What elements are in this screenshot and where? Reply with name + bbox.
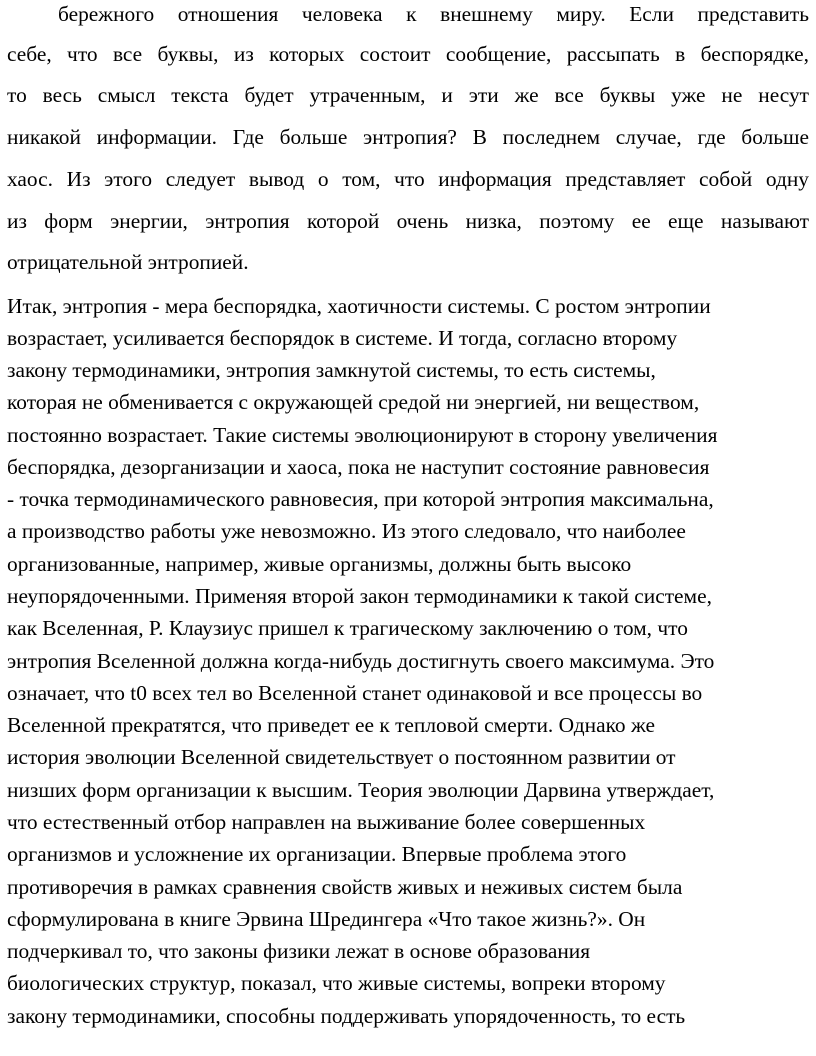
text-line: Итак, энтропия - мера беспорядка, хаотичности системы. С ростом энтропии (7, 294, 711, 318)
text-line: постоянно возрастает. Такие системы эволюционируют в сторону увеличения (7, 423, 718, 447)
text-line: бережного отношения человека к внешнему миру. Если представить (58, 2, 809, 26)
text-line: неупорядоченными. Применяя второй закон термодинамики к такой системе, (7, 584, 712, 608)
text-line: возрастает, усиливается беспорядок в системе. И тогда, согласно второму (7, 326, 678, 350)
text-line: никакой информации. Где больше энтропия? В последнем случае, где больше (7, 125, 809, 149)
text-line: биологических структур, показал, что живые системы, вопреки второму (7, 971, 666, 995)
text-line: закону термодинамики, энтропия замкнутой системы, то есть системы, (7, 358, 656, 382)
text-line: как Вселенная, Р. Клаузиус пришел к трагическому заключению о том, что (7, 616, 688, 640)
text-line: история эволюции Вселенной свидетельствует о постоянном развитии от (7, 745, 676, 769)
text-line: организованные, например, живые организмы, должны быть высоко (7, 552, 632, 576)
text-line: низших форм организации к высшим. Теория эволюции Дарвина утверждает, (7, 778, 715, 802)
text-line: хаос. Из этого следует вывод о том, что информация представляет собой одну (7, 167, 809, 191)
text-line: из форм энергии, энтропия которой очень низка, поэтому ее еще называют (7, 209, 809, 233)
text-line: закону термодинамики, способны поддерживать упорядоченность, то есть (7, 1004, 686, 1028)
text-line: беспорядка, дезорганизации и хаоса, пока не наступит состояние равновесия (7, 455, 710, 479)
text-line: которая не обменивается с окружающей средой ни энергией, ни веществом, (7, 390, 700, 414)
text-line: то весь смысл текста будет утраченным, и эти же все буквы уже не несут (7, 83, 809, 107)
text-line: отрицательной энтропией. (7, 250, 249, 274)
text-line: сформулирована в книге Эрвина Шредингера «Что такое жизнь?». Он (7, 907, 646, 931)
text-line: Вселенной прекратятся, что приведет ее к тепловой смерти. Однако же (7, 713, 655, 737)
text-line: энтропия Вселенной должна когда-нибудь достигнуть своего максимума. Это (7, 649, 715, 673)
text-line: подчеркивал то, что законы физики лежат в основе образования (7, 939, 591, 963)
text-line: - точка термодинамического равновесия, при которой энтропия максимальна, (7, 487, 714, 511)
text-line: противоречия в рамках сравнения свойств живых и неживых систем была (7, 875, 683, 899)
text-line: себе, что все буквы, из которых состоит сообщение, рассыпать в беспорядке, (7, 42, 809, 66)
text-line: означает, что t0 всех тел во Вселенной станет одинаковой и все процессы во (7, 681, 703, 705)
text-line: а производство работы уже невозможно. Из этого следовало, что наиболее (7, 519, 686, 543)
text-line: организмов и усложнение их организации. Впервые проблема этого (7, 842, 627, 866)
text-line: что естественный отбор направлен на выживание более совершенных (7, 810, 646, 834)
